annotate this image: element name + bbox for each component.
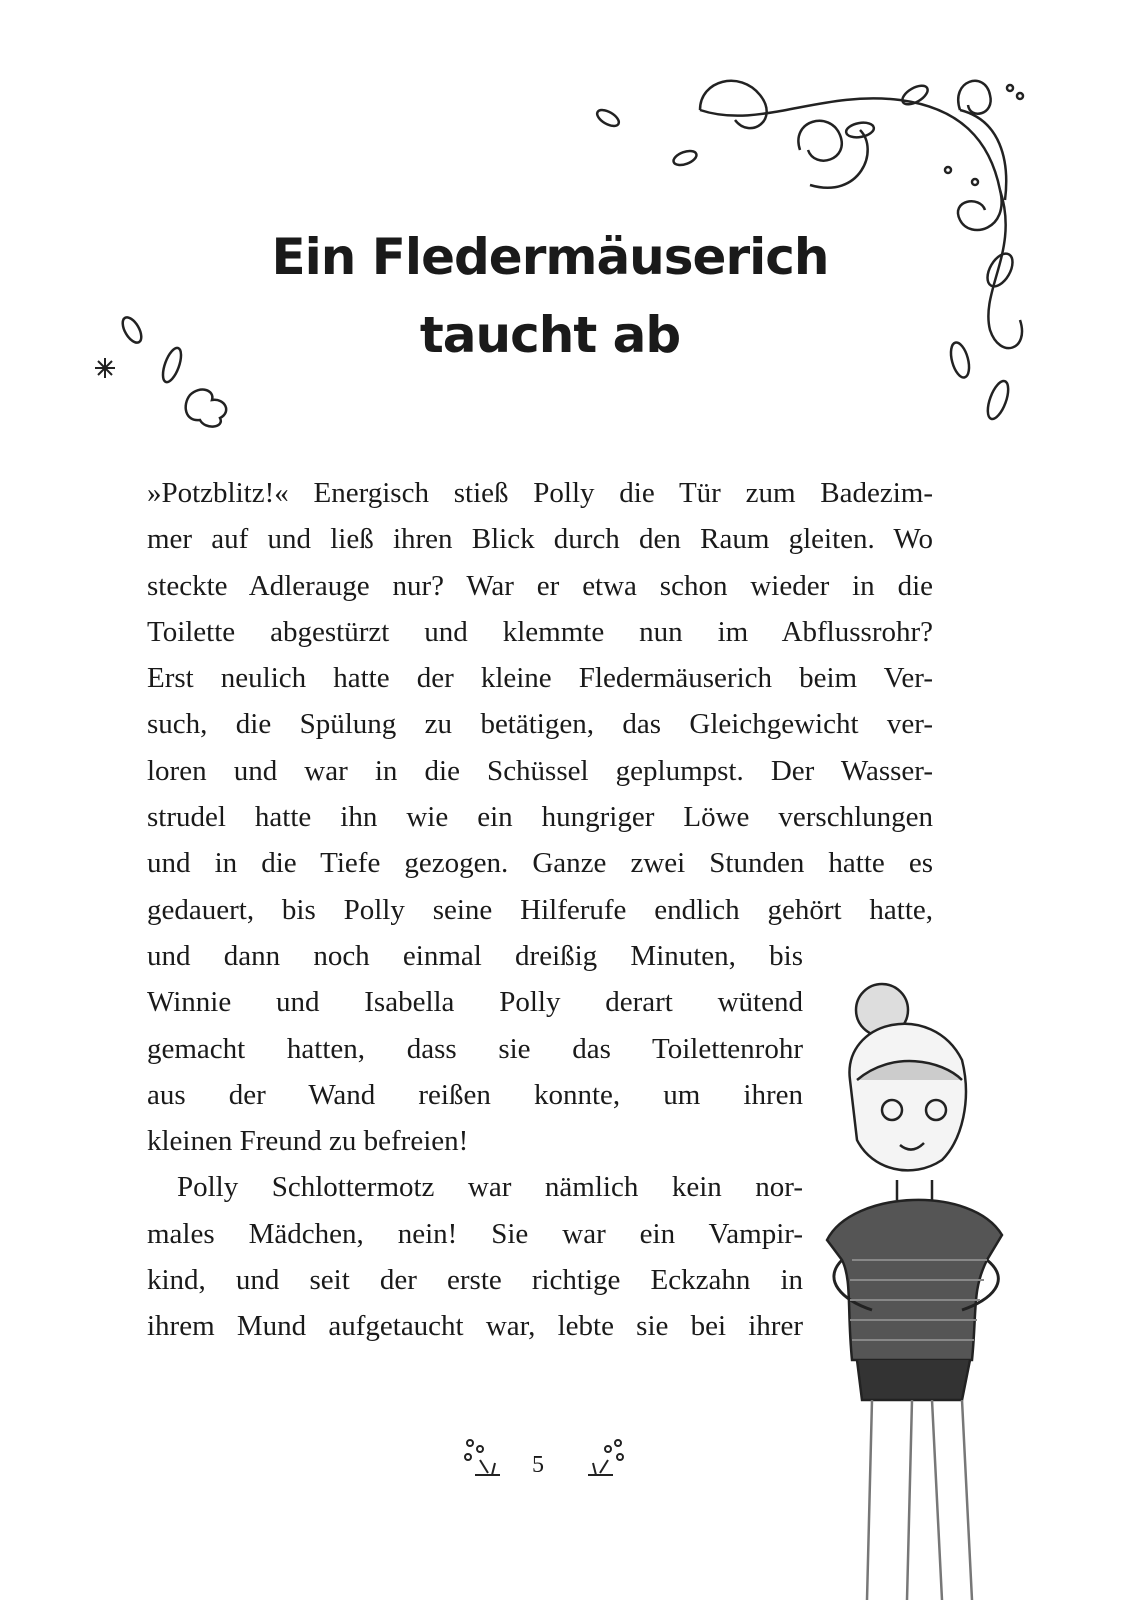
- chapter-title-line-1: Ein Fledermäuserich: [271, 228, 829, 286]
- text-line: gemacht hatten, dass sie das Toilettenrohr: [147, 1032, 803, 1065]
- text-line: kind, und seit der erste richtige Eckzahn in: [147, 1264, 803, 1297]
- page-number-ornament-left-icon: [460, 1435, 510, 1485]
- text-line: ihrem Mund aufgetaucht war, lebte sie bei ihrer: [147, 1310, 803, 1343]
- text-line: gedauert, bis Polly seine Hilferufe endlich gehört hatte,: [147, 893, 933, 926]
- chapter-title-line-2: taucht ab: [419, 306, 681, 364]
- page-number: 5: [532, 1452, 544, 1478]
- text-line: Polly Schlottermotz war nämlich kein nor-: [177, 1171, 803, 1204]
- text-line: such, die Spülung zu betätigen, das Gleichgewicht ver-: [147, 708, 933, 741]
- text-line: und in die Tiefe gezogen. Ganze zwei Stunden hatte es: [147, 847, 933, 880]
- text-line: strudel hatte ihn wie ein hungriger Löwe verschlungen: [147, 801, 933, 834]
- text-line: »Potzblitz!« Energisch stieß Polly die Tür zum Badezim-: [147, 477, 933, 509]
- text-line: mer auf und ließ ihren Blick durch den Raum gleiten. Wo: [147, 523, 933, 556]
- text-line: males Mädchen, nein! Sie war ein Vampir-: [147, 1217, 803, 1250]
- text-line: Erst neulich hatte der kleine Fledermäuserich beim Ver-: [147, 662, 933, 695]
- text-line: aus der Wand reißen konnte, um ihren: [147, 1078, 803, 1111]
- text-line: loren und war in die Schüssel geplumpst. Der Wasser-: [147, 754, 933, 787]
- girl-illustration-icon: [812, 960, 1132, 1600]
- text-line: Winnie und Isabella Polly derart wütend: [147, 986, 803, 1019]
- text-line: kleinen Freund zu befreien!: [147, 1125, 469, 1158]
- page-number-ornament-right-icon: [578, 1435, 628, 1485]
- text-line: Toilette abgestürzt und klemmte nun im Abflussrohr?: [147, 615, 933, 648]
- text-line: und dann noch einmal dreißig Minuten, bis: [147, 939, 803, 972]
- text-line: steckte Adlerauge nur? War er etwa schon wieder in die: [147, 569, 933, 602]
- swirl-ornament-icon: [0, 0, 1132, 440]
